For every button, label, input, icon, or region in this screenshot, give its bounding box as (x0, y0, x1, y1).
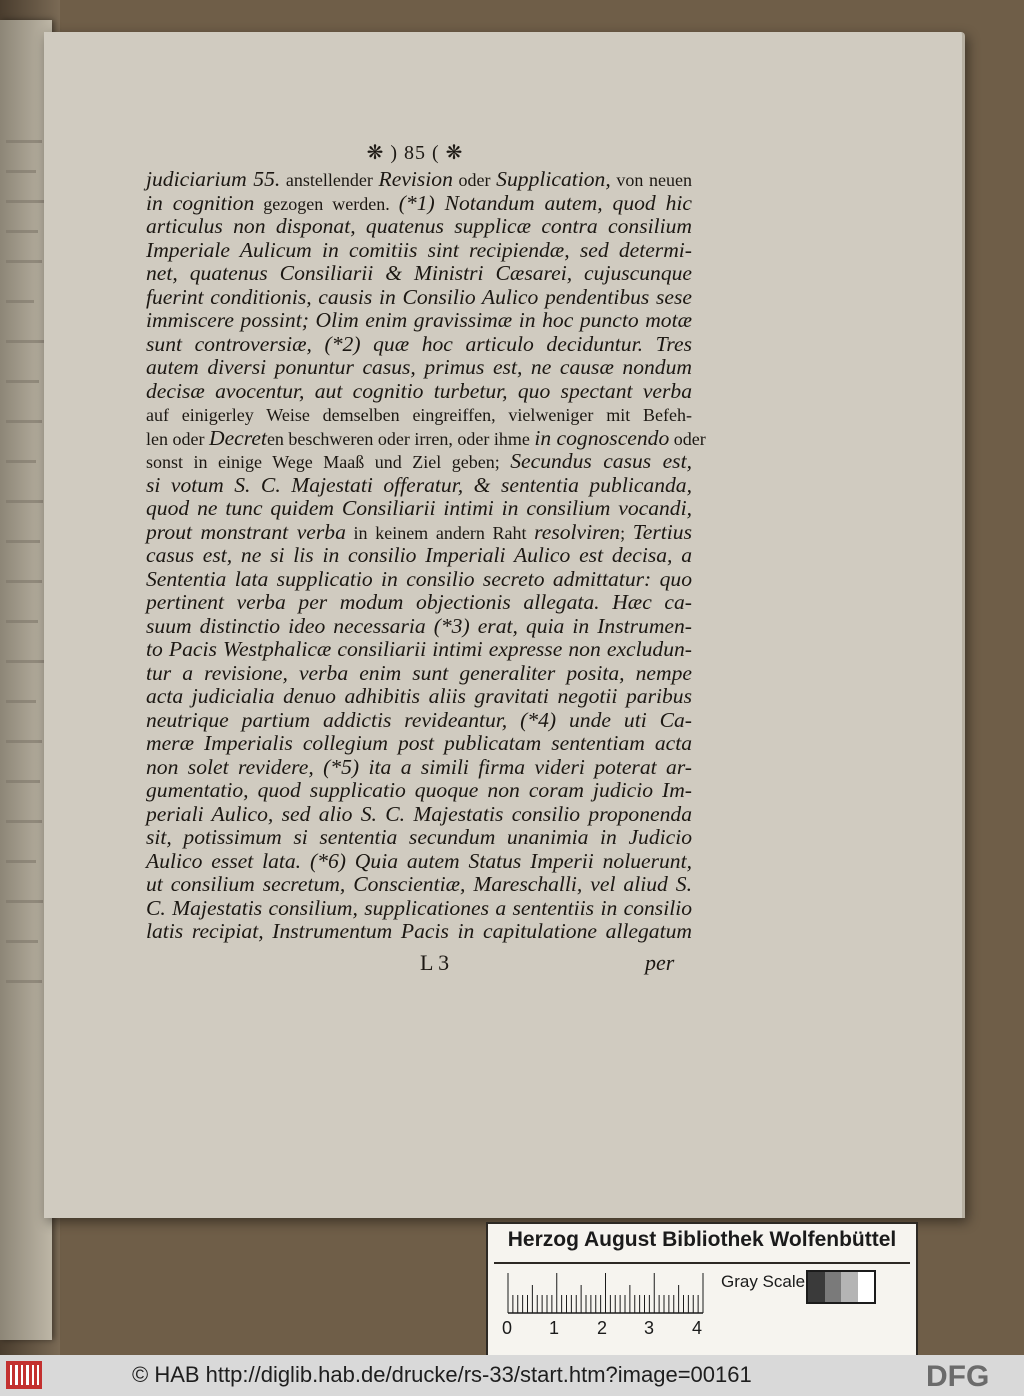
german-segment: gezogen werden. (254, 193, 399, 214)
latin-segment: Revision (378, 167, 453, 191)
latin-segment: si votum S. C. Majestati offeratur, & sententia publicanda, (146, 472, 692, 497)
label-divider (494, 1262, 910, 1264)
ruler-number: 0 (502, 1318, 513, 1338)
text-line (146, 920, 692, 944)
latin-segment: articulus non disponat, quatenus supplicæ contra consilium (146, 214, 692, 238)
text-line (146, 591, 692, 615)
latin-segment: gumentatio, quod supplicatio quoque non coram judicio Im- (146, 778, 692, 802)
page-header: ❋ ) 85 ( ❋ (366, 142, 464, 164)
gray-swatch (841, 1272, 858, 1302)
latin-segment: net, quatenus Consiliarii & Ministri Cæsarei, cujuscunque (146, 261, 692, 285)
ruler-numbers (502, 1318, 707, 1348)
latin-segment: latis recipiat, Instrumentum Pacis in capitulatione allegatum (146, 919, 692, 943)
latin-segment: casus est, ne si lis in consilio Imperiali Aulico est decisa, a (146, 543, 692, 567)
library-color-card (486, 1222, 918, 1362)
copyright-url[interactable]: © HAB http://diglib.hab.de/drucke/rs-33/start.htm?image=00161 (132, 1362, 752, 1387)
ruler-number: 4 (692, 1318, 703, 1338)
latin-segment: suum distinctio ideo necessaria (*3) erat, quia in Instrumen- (146, 613, 692, 638)
german-segment: en beschweren oder irren, oder ihme (266, 428, 535, 449)
german-segment: von neuen (610, 170, 692, 190)
text-line (146, 286, 692, 310)
catchword: per (645, 950, 675, 975)
body-text (146, 167, 706, 944)
dfg-logo-icon (924, 1359, 1016, 1391)
latin-segment: tur a revisione, verba enim sunt generaliter posita, nempe (146, 660, 692, 685)
text-line (146, 897, 692, 921)
text-line (146, 168, 692, 192)
latin-segment: fuerint conditionis, causis in Consilio Aulico pendentibus sese (146, 284, 692, 309)
latin-segment: resolviren (534, 519, 621, 544)
latin-segment: periali Aulico, sed alio S. C. Majestatis consilio proponenda (146, 801, 692, 826)
ruler-number: 2 (597, 1318, 608, 1338)
german-segment: auf einigerley Weise demselben eingreiffen, vielweniger mit Befeh- (146, 405, 692, 425)
text-line (146, 262, 692, 286)
gray-swatch (825, 1272, 842, 1302)
latin-segment: immiscere possint; Olim enim gravissimæ in hoc puncto motæ (146, 308, 692, 332)
text-line (146, 192, 692, 216)
gray-scale-label: Gray Scale (721, 1272, 806, 1291)
text-line (146, 826, 692, 850)
latin-segment: Imperiale Aulicum in comitiis sint recipiendæ, sed determi- (146, 237, 692, 262)
text-line (146, 685, 692, 709)
latin-segment: pertinent verba per modum objectionis allegata. Hæc ca- (146, 590, 692, 614)
text-line (146, 403, 692, 427)
text-line (146, 333, 692, 357)
latin-segment: Secundus casus est, (510, 449, 692, 473)
latin-segment: Supplication, (496, 167, 611, 191)
latin-segment: autem diversi ponuntur casus, primus est, ne causæ nondum (146, 355, 692, 379)
latin-segment: Tertius (632, 519, 692, 544)
latin-segment: sit, potissimum si sententia secundum unanimia in Judicio (146, 825, 692, 849)
latin-segment: meræ Imperialis collegium post publicatam sententiam acta (146, 731, 692, 755)
text-line (146, 779, 692, 803)
hab-barcode-logo-icon (6, 1361, 42, 1389)
text-line (146, 756, 692, 780)
text-line (146, 638, 692, 662)
ruler-number: 1 (549, 1318, 560, 1338)
text-line (146, 615, 692, 639)
text-line (146, 215, 692, 239)
text-line (146, 474, 692, 498)
text-line (146, 356, 692, 380)
german-segment: sonst in einige Wege Maaß und Ziel geben; (146, 452, 511, 472)
german-segment: oder (452, 170, 497, 190)
latin-segment: non solet revidere, (*5) ita a simili firma videri poterat ar- (146, 754, 692, 779)
latin-segment: Sententia lata supplicatio in consilio secreto admittatur: quo (146, 566, 692, 591)
text-line (146, 380, 692, 404)
text-line (146, 309, 692, 333)
text-line (146, 450, 692, 474)
text-line (146, 850, 692, 874)
latin-segment: Aulico esset lata. (*6) Quia autem Status Imperii noluerunt, (146, 848, 692, 873)
ruler-number: 3 (644, 1318, 655, 1338)
text-line (146, 521, 692, 545)
latin-segment: prout monstrant verba (146, 519, 346, 544)
text-line (146, 544, 692, 568)
latin-segment: acta judicialia denuo adhibitis aliis gravitati negotii paribus (146, 684, 692, 708)
latin-segment: in cognition (146, 190, 255, 215)
footer-bar (0, 1355, 1024, 1396)
gray-scale-swatches (806, 1270, 876, 1304)
latin-segment: C. Majestatis consilium, supplicationes a sententiis in consilio (146, 895, 692, 920)
text-line (146, 239, 692, 263)
german-segment: anstellender (280, 170, 379, 190)
german-segment: ; (620, 522, 633, 543)
ruler-scale-icon (508, 1272, 703, 1314)
latin-segment: to Pacis Westphalicæ consiliarii intimi expresse non excludun- (146, 637, 692, 661)
latin-segment: sunt controversiæ, (*2) quæ hoc articulo deciduntur. Tres (146, 331, 692, 356)
latin-segment: Decret (208, 425, 267, 450)
text-line (146, 732, 692, 756)
institution-name: Herzog August Bibliothek Wolfenbüttel (507, 1228, 897, 1251)
gray-swatch (858, 1272, 875, 1302)
german-segment: oder (669, 428, 706, 449)
latin-segment: judiciarium 55. (146, 167, 281, 191)
latin-segment: neutrique partium addictis revideantur, (*4) unde uti Ca- (146, 707, 692, 732)
latin-segment: (*1) Notandum autem, quod hic (398, 190, 692, 215)
text-line (146, 568, 692, 592)
latin-segment: ut consilium secretum, Conscientiæ, Mareschalli, vel aliud S. (146, 872, 692, 896)
german-segment: in keinem andern Raht (345, 522, 535, 543)
latin-segment: decisæ avocentur, aut cognitio turbetur, quo spectant verba (146, 378, 692, 403)
german-segment: len oder (146, 428, 209, 449)
text-line (146, 425, 706, 451)
dfg-logo-text: DFG (926, 1360, 990, 1393)
signature-mark: L 3 (420, 950, 450, 975)
text-line (146, 709, 692, 733)
text-line (146, 662, 692, 686)
text-line (146, 803, 692, 827)
latin-segment: in cognoscendo (534, 425, 670, 450)
latin-segment: quod ne tunc quidem Consiliarii intimi in consilium vocandi, (146, 496, 692, 520)
text-line (146, 873, 692, 897)
gray-swatch (808, 1272, 825, 1302)
text-line (146, 497, 692, 521)
